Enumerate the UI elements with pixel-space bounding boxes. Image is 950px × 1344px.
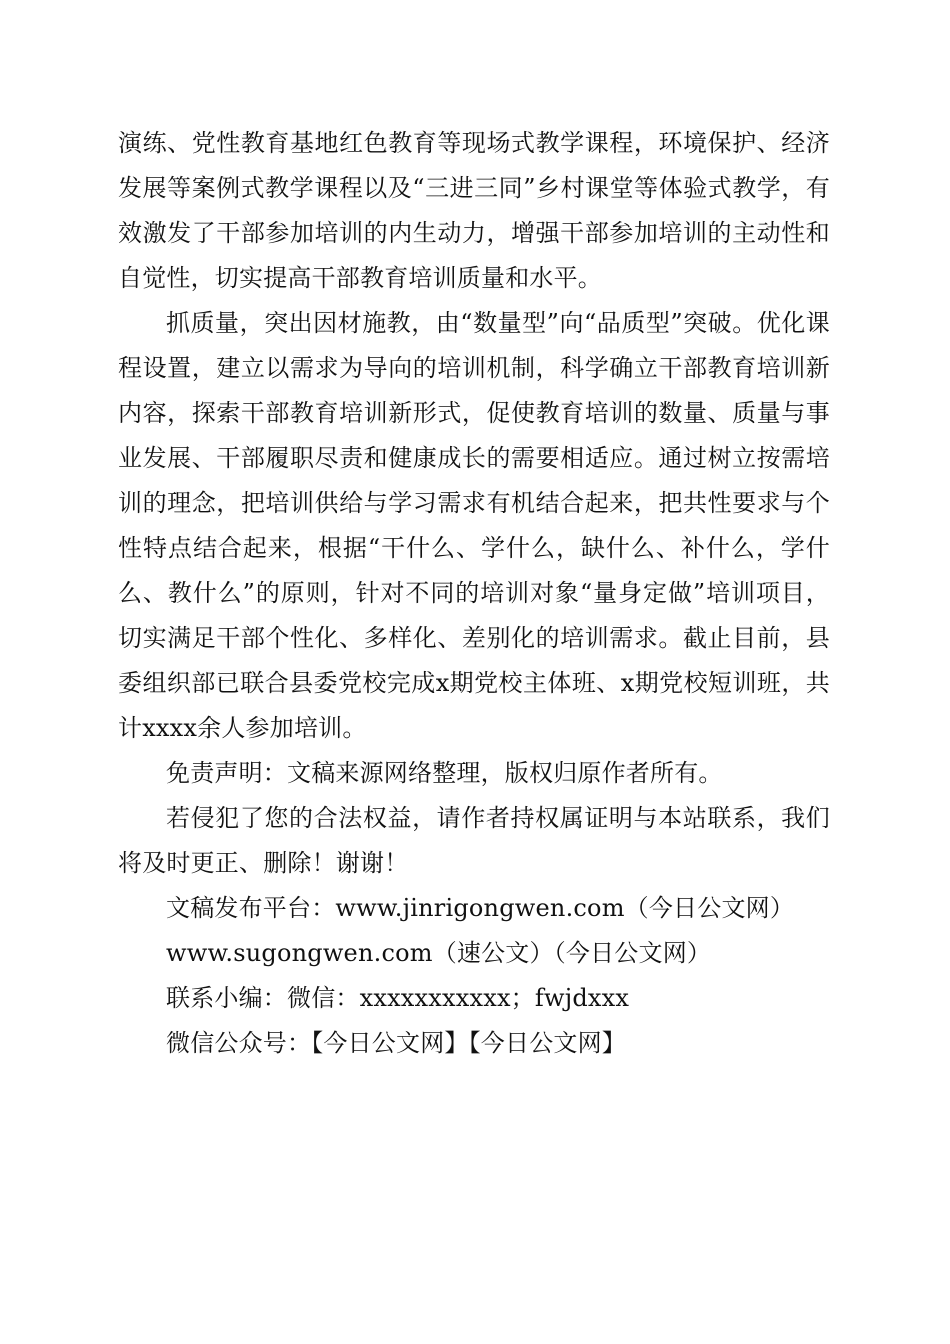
infringement-notice: 若侵犯了您的合法权益，请作者持权属证明与本站联系，我们将及时更正、删除！谢谢！ bbox=[118, 804, 830, 877]
disclaimer-text: 免责声明：文稿来源网络整理，版权归原作者所有。 bbox=[166, 759, 723, 787]
site-line: www.sugongwen.com（速公文）（今日公文网） bbox=[166, 939, 712, 967]
contact-line: 联系小编：微信：xxxxxxxxxxx；fwjdxxx bbox=[166, 984, 630, 1012]
wechat-account-line: 微信公众号：【今日公文网】【今日公文网】 bbox=[166, 1029, 626, 1057]
body-paragraph-continuation: 演练、党性教育基地红色教育等现场式教学课程，环境保护、经济发展等案例式教学课程以及“三进三同”乡村课堂等体验式教学，有效激发了干部参加培训的内生动力，增强干部参加培训的主动性和自觉性，切实提高干部教育培训质量和水平。 bbox=[118, 129, 830, 292]
document-body bbox=[118, 121, 830, 1066]
platform-line: 文稿发布平台：www.jinrigongwen.com（今日公文网） bbox=[166, 894, 795, 922]
body-paragraph-quality: 抓质量，突出因材施教，由“数量型”向“品质型”突破。优化课程设置，建立以需求为导向的培训机制，科学确立干部教育培训新内容，探索干部教育培训新形式，促使教育培训的数量、质量与事业发展、干部履职尽责和健康成长的需要相适应。通过树立按需培训的理念，把培训供给与学习需求有机结合起来，把共性要求与个性特点结合起来，根据“干什么、学什么，缺什么、补什么，学什么、教什么”的原则，针对不同的培训对象“量身定做”培训项目，切实满足干部个性化、多样化、差别化的培训需求。截止目前，县委组织部已联合县委党校完成x期党校主体班、x期党校短训班，共计xxxx余人参加培训。 bbox=[118, 309, 830, 742]
